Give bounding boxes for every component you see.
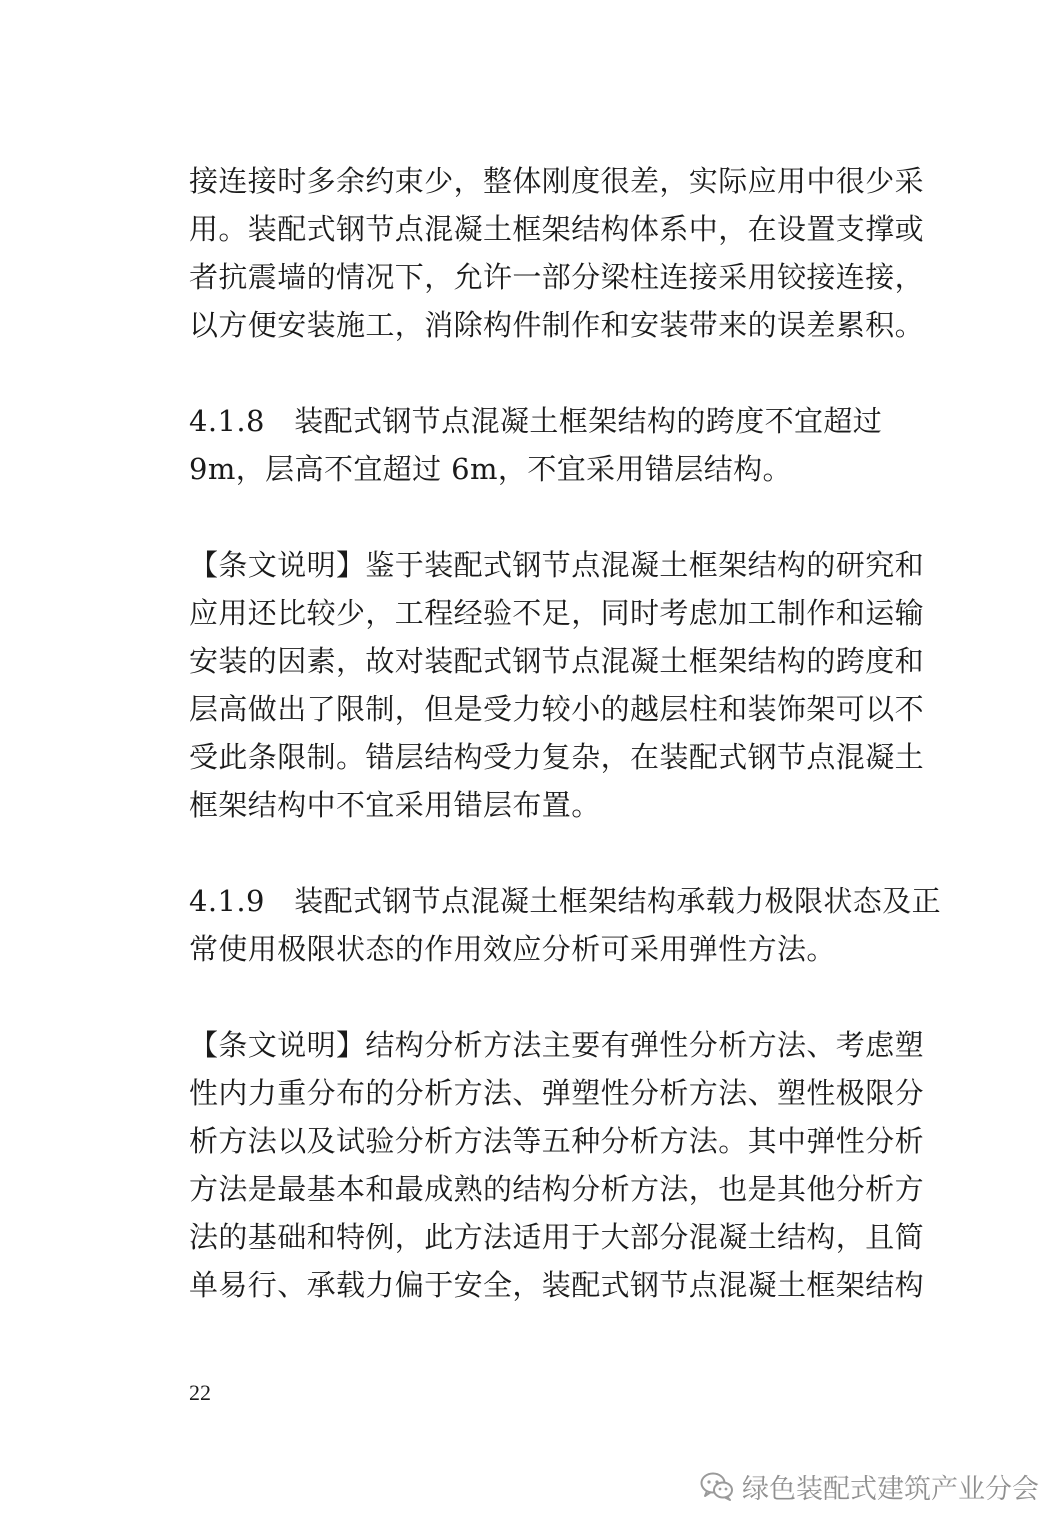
text-line: 【条文说明】结构分析方法主要有弹性分析方法、考虑塑 [189,1028,925,1062]
text-line: 应用还比较少，工程经验不足，同时考虑加工制作和运输 [189,596,925,630]
page-number: 22 [189,1380,211,1405]
clause-4-1-8 [189,397,909,493]
text-line: 安装的因素，故对装配式钢节点混凝土框架结构的跨度和 [189,644,925,678]
text-line: 以方便安装施工，消除构件制作和安装带来的误差累积。 [189,308,925,342]
paragraph-continuation [189,157,925,349]
text-line: 析方法以及试验分析方法等五种分析方法。其中弹性分析 [189,1124,925,1158]
text-line: 框架结构中不宜采用错层布置。 [189,788,601,822]
watermark-text: 绿色装配式建筑产业分会 [742,1473,1039,1505]
text-line: 9m，层高不宜超过 6m，不宜采用错层结构。 [189,452,792,486]
text-line: 性内力重分布的分析方法、弹塑性分析方法、塑性极限分 [189,1076,925,1110]
text-line: 层高做出了限制，但是受力较小的越层柱和装饰架可以不 [189,692,925,726]
text-line: 者抗震墙的情况下，允许一部分梁柱连接采用铰接连接， [189,260,925,294]
clause-4-1-8-explanation [189,541,925,829]
text-line: 常使用极限状态的作用效应分析可采用弹性方法。 [189,932,836,966]
text-line: 接连接时多余约束少，整体刚度很差，实际应用中很少采 [189,164,925,198]
clause-4-1-9 [189,877,941,973]
watermark [700,1466,1039,1506]
text-line: 方法是最基本和最成熟的结构分析方法，也是其他分析方 [189,1172,925,1206]
text-line: 【条文说明】鉴于装配式钢节点混凝土框架结构的研究和 [189,548,925,582]
text-line: 用。装配式钢节点混凝土框架结构体系中，在设置支撑或 [189,212,925,246]
text-line: 单易行、承载力偏于安全，装配式钢节点混凝土框架结构 [189,1268,925,1302]
text-line: 受此条限制。错层结构受力复杂，在装配式钢节点混凝土 [189,740,925,774]
clause-4-1-9-explanation [189,1021,925,1309]
wechat-icon [700,1471,734,1501]
text-line: 4.1.9 装配式钢节点混凝土框架结构承载力极限状态及正 [189,884,941,918]
text-line: 4.1.8 装配式钢节点混凝土框架结构的跨度不宜超过 [189,404,883,438]
text-line: 法的基础和特例，此方法适用于大部分混凝土结构，且简 [189,1220,925,1254]
